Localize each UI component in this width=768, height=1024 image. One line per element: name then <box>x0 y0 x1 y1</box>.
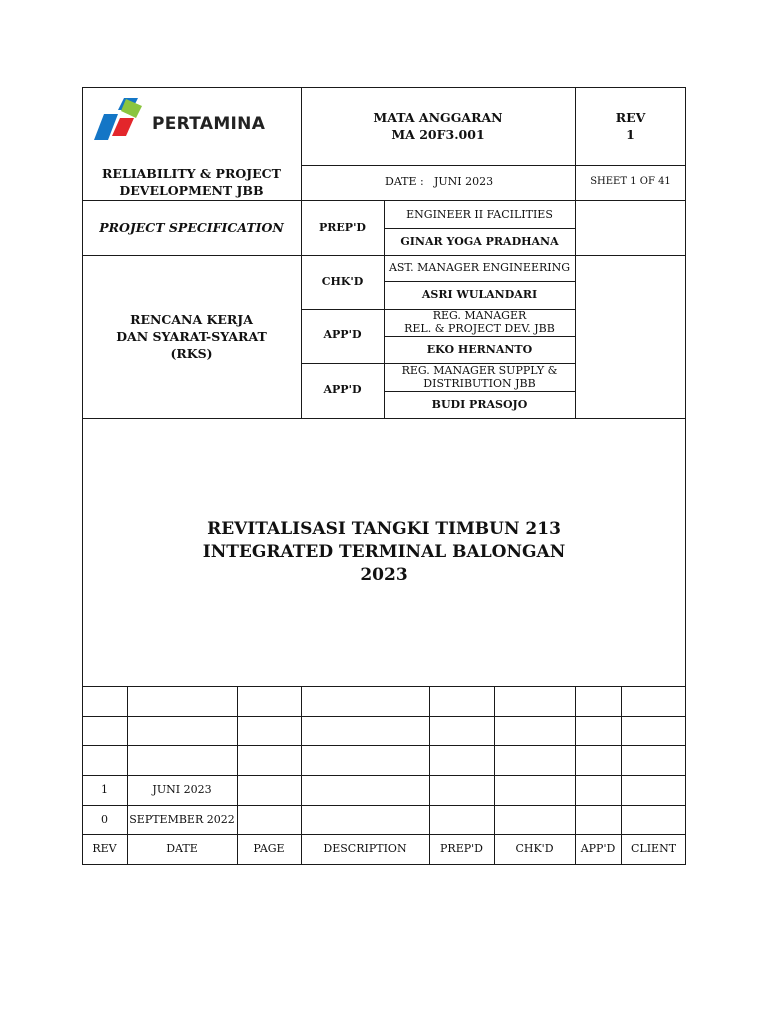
mata-anggaran-label: MATA ANGGARAN <box>373 110 503 125</box>
col-header-date: DATE <box>166 842 198 855</box>
appd1-role-line-2: REL. & PROJECT DEV. JBB <box>404 322 555 335</box>
appd2-name: BUDI PRASOJO <box>431 398 528 411</box>
appd2-role-line-2: DISTRIBUTION JBB <box>423 377 536 390</box>
divider <box>429 686 430 865</box>
rev-row-0-rev: 0 <box>101 813 108 826</box>
doc-name-line-1: RENCANA KERJA <box>130 312 253 327</box>
divider <box>82 745 686 746</box>
col-header-description: DESCRIPTION <box>323 842 407 855</box>
pertamina-logo-icon <box>94 96 148 144</box>
department-line-1: RELIABILITY & PROJECT <box>102 166 281 181</box>
rev-label: REV <box>615 110 646 125</box>
divider <box>301 87 302 200</box>
divider <box>621 686 622 865</box>
appd1-name: EKO HERNANTO <box>426 343 533 356</box>
divider <box>82 834 686 835</box>
divider <box>82 255 686 256</box>
appd1-role-line-1: REG. MANAGER <box>432 309 527 322</box>
title-line-3: 2023 <box>360 565 408 585</box>
date-value: JUNI 2023 <box>434 175 494 188</box>
divider <box>301 165 686 166</box>
col-header-prepd: PREP'D <box>440 842 483 855</box>
doc-name-line-3: (RKS) <box>170 346 213 361</box>
divider <box>384 281 575 282</box>
divider <box>82 686 686 687</box>
rev-row-0-date: SEPTEMBER 2022 <box>129 813 235 826</box>
pertamina-logo <box>94 96 274 146</box>
col-header-rev: REV <box>92 842 117 855</box>
divider <box>384 391 575 392</box>
mata-anggaran-code: MA 20F3.001 <box>391 127 485 142</box>
prepd-name: GINAR YOGA PRADHANA <box>400 235 559 248</box>
divider <box>237 686 238 865</box>
appd2-label: APP'D <box>323 383 362 396</box>
chkd-name: ASRI WULANDARI <box>421 288 538 301</box>
chkd-label: CHK'D <box>321 275 364 288</box>
col-header-page: PAGE <box>253 842 285 855</box>
divider <box>575 200 576 418</box>
divider <box>384 336 575 337</box>
rev-value: 1 <box>626 127 635 142</box>
sheet-number: SHEET 1 OF 41 <box>590 176 671 187</box>
chkd-role: AST. MANAGER ENGINEERING <box>388 261 571 274</box>
divider <box>494 686 495 865</box>
title-line-1: REVITALISASI TANGKI TIMBUN 213 <box>207 519 561 539</box>
prepd-role: ENGINEER II FACILITIES <box>406 208 553 221</box>
department-line-2: DEVELOPMENT JBB <box>119 183 264 198</box>
rev-row-1-rev: 1 <box>101 783 108 796</box>
divider <box>575 686 576 865</box>
doc-name-line-2: DAN SYARAT-SYARAT <box>116 329 267 344</box>
divider <box>82 775 686 776</box>
col-header-client: CLIENT <box>630 842 677 855</box>
title-line-2: INTEGRATED TERMINAL BALONGAN <box>202 542 566 562</box>
prepd-label: PREP'D <box>319 221 366 234</box>
divider <box>127 686 128 865</box>
divider <box>384 228 575 229</box>
logo-wordmark: PERTAMINA <box>152 114 266 134</box>
divider <box>301 686 302 865</box>
divider <box>82 418 686 419</box>
col-header-appd: APP'D <box>580 842 616 855</box>
divider <box>82 805 686 806</box>
appd2-role-line-1: REG. MANAGER SUPPLY & <box>401 364 558 377</box>
divider <box>82 716 686 717</box>
date-label: DATE : <box>385 175 424 188</box>
col-header-chkd: CHK'D <box>515 842 554 855</box>
project-specification-label: PROJECT SPECIFICATION <box>99 220 284 235</box>
rev-row-1-date: JUNI 2023 <box>152 783 212 796</box>
appd1-label: APP'D <box>323 328 362 341</box>
